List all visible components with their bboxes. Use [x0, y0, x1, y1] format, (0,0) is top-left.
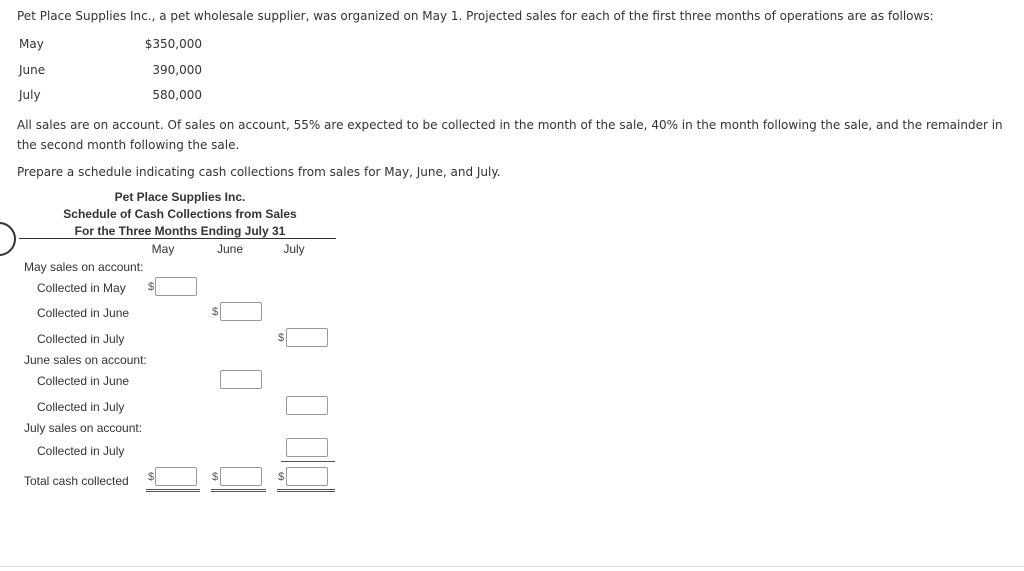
total-double-rule — [277, 489, 335, 492]
total-may-input[interactable] — [155, 467, 197, 486]
may-collected-in-may-label: Collected in May — [37, 281, 126, 295]
may-collected-in-may-input[interactable] — [155, 277, 197, 296]
may-collected-in-july-input[interactable] — [286, 328, 328, 347]
sales-month: May — [19, 37, 44, 51]
sales-amount: $350,000 — [144, 37, 202, 51]
page-bottom-border — [0, 566, 1024, 567]
dollar-sign: $ — [278, 471, 285, 483]
july-sales-group-label: July sales on account: — [24, 421, 143, 435]
total-june-input[interactable] — [220, 467, 262, 486]
header-rule — [19, 238, 336, 239]
sales-month: June — [19, 62, 46, 77]
may-collected-in-june-label: Collected in June — [37, 306, 130, 320]
problem-intro: Pet Place Supplies Inc., a pet wholesale supplier, was organized on May 1. Projected sales for each of the first three months of operations are as follows: — [17, 9, 934, 23]
july-collected-in-july-label: Collected in July — [37, 444, 125, 458]
dollar-sign: $ — [148, 471, 155, 483]
column-header-july: July — [283, 242, 305, 256]
june-collected-in-july-input[interactable] — [286, 396, 328, 415]
june-collected-in-june-input[interactable] — [220, 370, 262, 389]
dollar-sign: $ — [212, 471, 219, 483]
sales-amount: 390,000 — [152, 62, 202, 77]
total-double-rule — [146, 489, 200, 492]
dollar-sign: $ — [148, 281, 155, 293]
june-collected-in-june-label: Collected in June — [37, 374, 130, 388]
total-cash-collected-label: Total cash collected — [24, 474, 129, 488]
sales-month: July — [19, 88, 41, 102]
may-sales-group-label: May sales on account: — [24, 260, 144, 274]
schedule-period: For the Three Months Ending July 31 — [74, 224, 286, 238]
collection-terms-text: All sales are on account. Of sales on account, 55% are expected to be collected in the month of the sale, 40% in the month following the sale, and the remainder in the second month following the sale. — [17, 118, 1003, 152]
step-indicator — [0, 222, 16, 256]
june-collected-in-july-label: Collected in July — [37, 400, 125, 414]
may-collected-in-june-input[interactable] — [220, 302, 262, 321]
may-collected-in-july-label: Collected in July — [37, 332, 125, 346]
schedule-title: Schedule of Cash Collections from Sales — [63, 207, 297, 221]
schedule-company: Pet Place Supplies Inc. — [114, 190, 246, 204]
total-july-input[interactable] — [286, 467, 328, 486]
column-header-june: June — [216, 242, 244, 256]
instruction-text: Prepare a schedule indicating cash collections from sales for May, June, and July. — [17, 165, 501, 179]
total-double-rule — [211, 489, 266, 492]
dollar-sign: $ — [278, 332, 285, 344]
june-sales-group-label: June sales on account: — [24, 353, 147, 367]
subtotal-underline — [281, 461, 335, 462]
dollar-sign: $ — [212, 306, 219, 318]
column-header-may: May — [151, 242, 175, 256]
july-collected-in-july-input[interactable] — [286, 438, 328, 457]
sales-amount: 580,000 — [152, 88, 202, 102]
